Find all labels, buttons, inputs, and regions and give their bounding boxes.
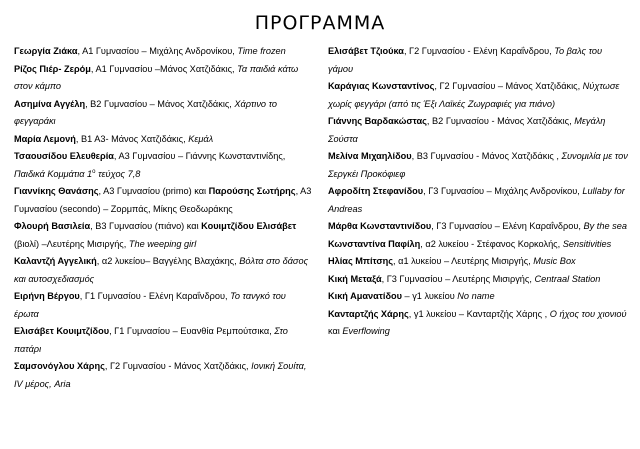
performer-name: Ειρήνη Βέργου xyxy=(14,291,80,301)
entry-info: , Β2 Γυμνασίου – Μάνος Χατζιδάκις, xyxy=(85,98,235,109)
entry-info: , Γ2 Γυμνασίου – Μάνος Χατζιδάκις, xyxy=(434,81,583,91)
work-title-part: Παιδικά Κομμάτια 1 xyxy=(14,168,93,179)
work-title: Κεμάλ xyxy=(188,133,214,144)
work-title: Τα παιδιά κάτω στον κάμπο xyxy=(14,63,299,91)
program-entry xyxy=(14,43,312,61)
entry-info: , α2 λυκείου - Στέφανος Κορκολής, xyxy=(420,238,563,249)
program-entry xyxy=(328,271,628,289)
work-title: Μεγάλη Σούστα xyxy=(328,116,606,144)
entry-info: , Γ2 Γυμνασίου - Ελένη Καραΐνδρου, xyxy=(403,46,555,56)
work-title: Νύχτωσε χωρίς φεγγάρι (από τις Έξι Λαϊκές Ζωγραφιές για πιάνο) xyxy=(328,81,620,109)
program-entry xyxy=(14,253,312,288)
entry-info: , Β3 Γυμνασίου (πιάνο) και xyxy=(90,221,202,231)
right-column xyxy=(328,43,628,341)
performer-name: Γιαννίκης Θανάσης xyxy=(14,186,99,196)
work-title-2: Everflowing xyxy=(342,326,390,336)
performer-name: Ελισάβετ Τζιούκα xyxy=(328,46,404,56)
program-entry xyxy=(328,306,628,341)
performer-name: Κωνσταντίνα Παφίλη xyxy=(328,238,421,249)
program-entry xyxy=(14,218,312,253)
program-entry xyxy=(328,148,628,183)
performer-name: Ρίζος Πιέρ- Ζερόμ xyxy=(14,63,91,74)
entry-info: , Γ3 Γυμνασίου – Ελένη Καραΐνδρου, xyxy=(431,221,584,231)
performer-name: Καλαντζή Αγγελική xyxy=(14,256,97,266)
entry-info: , Β1 Α3- Μάνος Χατζιδάκις, xyxy=(75,133,189,144)
work-title: Lullaby for Andreas xyxy=(328,186,625,214)
program-entry xyxy=(328,288,628,306)
entry-info: , Β3 Γυμνασίου - Μάνος Χατζιδάκις , xyxy=(411,151,562,161)
performer-name: Μελίνα Μιχαηλίδου xyxy=(328,151,412,161)
program-entry xyxy=(328,43,628,78)
program-entry xyxy=(14,61,312,96)
program-entry xyxy=(328,218,628,236)
performer-name: Γεωργία Ζιάκα xyxy=(14,46,78,56)
entry-info: , Γ1 Γυμνασίου - Ελένη Καραΐνδρου, xyxy=(79,291,231,301)
entry-info: , Α3 Γυμνασίου – Γιάννης Κωνσταντινίδης, xyxy=(113,151,286,161)
performer-name: Μάρθα Κωνσταντινίδου xyxy=(328,221,432,231)
entry-info: – γ1 λυκείου xyxy=(401,291,458,301)
work-title: τεύχος 7,8 xyxy=(95,168,141,179)
entry-info: , α1 λυκείου – Λευτέρης Μισιργής, xyxy=(393,256,534,266)
work-title: The weeping girl xyxy=(128,238,197,249)
left-column xyxy=(14,43,312,393)
performer-name: Καράγιας Κωνσταντίνος xyxy=(328,81,435,91)
work-title: Βόλτα στο δάσος και αυτοσχεδιασμός xyxy=(14,256,309,284)
program-entry xyxy=(328,183,628,218)
program-entry xyxy=(14,288,312,323)
entry-info: , Α1 Γυμνασίου –Μάνος Χατζιδάκις, xyxy=(90,63,238,74)
program-entry xyxy=(14,358,312,393)
entry-info: , Γ1 Γυμνασίου – Ευανθία Ρεμπούτσικα, xyxy=(109,326,275,336)
work-title: Centraal Station xyxy=(534,273,601,284)
work-title: Το τανγκό του έρωτα xyxy=(14,291,286,319)
work-title: Music Box xyxy=(533,256,576,266)
entry-info-2: (βιολί) –Λευτέρης Μισιργής, xyxy=(14,238,129,249)
entry-info: , Γ2 Γυμνασίου - Μάνος Χατζιδάκις, xyxy=(104,361,252,371)
performer-name: Τσαουσίδου Ελευθερία xyxy=(14,151,114,161)
program-entry xyxy=(14,323,312,358)
entry-info: , Β2 Γυμνασίου - Μάνος Χατζιδάκις, xyxy=(426,116,575,126)
program-entry xyxy=(14,183,312,218)
performer-name: Κανταρτζής Χάρης xyxy=(328,308,409,319)
program-entry xyxy=(14,96,312,131)
entry-info: , Γ3 Γυμνασίου – Λευτέρης Μισιργής, xyxy=(381,273,535,284)
performer-name-2: Κουιμτζίδου Ελισάβετ xyxy=(201,221,297,231)
performer-name: Γιάννης Βαρδακώστας xyxy=(328,116,427,126)
work-title: Χάρτινο το φεγγαράκι xyxy=(14,98,277,126)
work-title: Ιονική Σουίτα, IV μέρος, Aria xyxy=(14,361,307,389)
work-title: By the sea xyxy=(583,221,627,231)
performer-name: Ηλίας Μπίτσης xyxy=(328,256,394,266)
performer-name-2: Παρούσης Σωτήρης xyxy=(208,186,296,196)
performer-name: Μαρία Λεμονή xyxy=(14,133,76,144)
entry-info: , α2 λυκείου– Βαγγέλης Βλαχάκης, xyxy=(96,256,240,266)
work-title: Sensitivities xyxy=(562,238,612,249)
conjunction: και xyxy=(328,326,343,336)
superscript: ο xyxy=(92,168,96,175)
entry-info: , γ1 λυκείου – Κανταρτζής Χάρης , xyxy=(408,308,550,319)
work-title: Το βαλς του γάμου xyxy=(328,46,603,74)
program-entry xyxy=(14,148,312,183)
entry-info: , Α1 Γυμνασίου – Μιχάλης Ανδρονίκου, xyxy=(77,46,238,56)
performer-name: Κική Μεταξά xyxy=(328,273,382,284)
performer-name: Ελισάβετ Κουιμτζίδου xyxy=(14,326,110,336)
entry-info-2: , Α3 Γυμνασίου (secondo) – Ζορμπάς, Μίκης Θεοδωράκης xyxy=(14,186,312,214)
performer-name: Σαμσονόγλου Χάρης xyxy=(14,361,105,371)
work-title: No name xyxy=(457,291,495,301)
program-entry xyxy=(14,131,312,149)
program-entry xyxy=(328,113,628,148)
work-title: Ο ήχος του χιονιού xyxy=(549,308,627,319)
entry-info: , Γ3 Γυμνασίου – Μιχάλης Ανδρονίκου, xyxy=(423,186,583,196)
program-entry xyxy=(328,253,628,271)
work-title: Time frozen xyxy=(237,46,286,56)
performer-name: Αφροδίτη Στεφανίδου xyxy=(328,186,424,196)
work-title: Στο πατάρι xyxy=(14,326,288,354)
entry-info: , Α3 Γυμνασίου (primo) και xyxy=(98,186,209,196)
program-entry xyxy=(328,236,628,254)
page-title: ΠΡΟΓΡΑΜΜΑ xyxy=(254,12,386,34)
performer-name: Ασημίνα Αγγέλη xyxy=(14,98,86,109)
performer-name: Φλουρή Βασιλεία xyxy=(14,221,91,231)
program-entry xyxy=(328,78,628,113)
performer-name: Κική Αμανατίδου xyxy=(328,291,402,301)
work-title: Συνομιλία με τον Σεργκέι Προκόφιεφ xyxy=(328,151,628,179)
